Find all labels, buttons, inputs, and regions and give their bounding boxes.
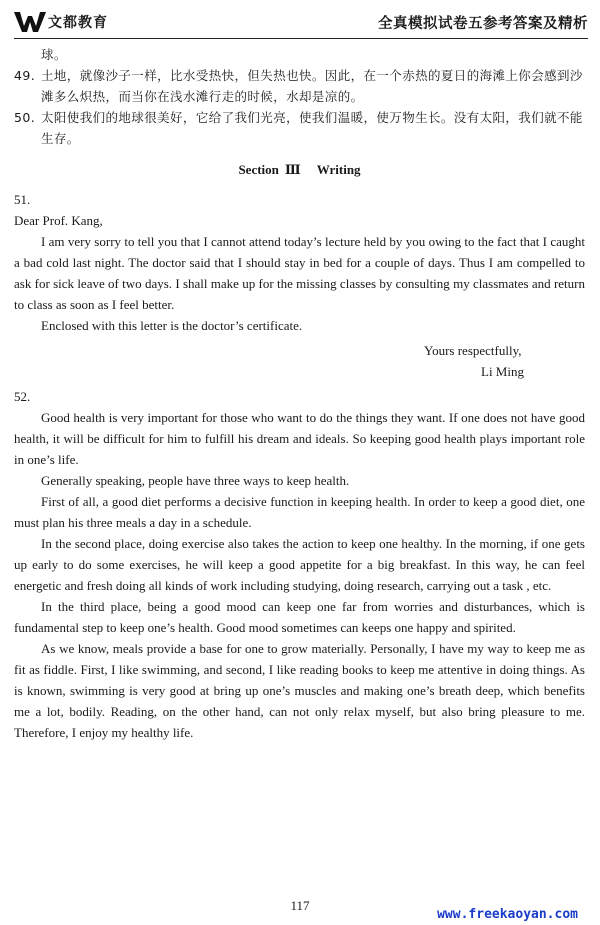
publisher-logo	[14, 9, 108, 35]
letter-body: I am very sorry to tell you that I cannot attend today’s lecture held by you owing to the fact that I caught a bad cold last night. The doctor said that I should stay in bed for a couple of days. Thus I am compelled to ask for sick leave of two days. I shall make up for the missing classes by consulting my classmates and return to class as soon as I feel better.	[14, 234, 585, 312]
question-52-number: 52.	[14, 389, 31, 404]
item-number: 49.	[14, 68, 36, 83]
letter-signature: Li Ming	[481, 364, 524, 379]
page-header	[14, 8, 588, 38]
page-number: 117	[290, 898, 310, 913]
essay-paragraph: In the second place, doing exercise also takes the action to keep one healthy. In the morning, if one gets up early to do some exercises, he will keep a good appetite for a big breakfast. In this way, he can feel energetic and fresh doing all kinds of work including studying, doing research, carrying out a task , etc.	[14, 536, 585, 593]
answer-item-49	[14, 65, 585, 107]
letter-salutation: Dear Prof. Kang,	[14, 213, 103, 228]
page-content	[14, 44, 585, 743]
item-text: 土地，就像沙子一样，比水受热快，但失热也快。因此，在一个赤热的夏日的海滩上你会感到沙滩多么炽热，而当你在浅水滩行走的时候，水却是凉的。	[41, 68, 583, 104]
header-title: 全真模拟试卷五参考答案及精析	[378, 16, 588, 32]
item-text: 太阳使我们的地球很美好，它给了我们光亮，使我们温暖，使万物生长。没有太阳，我们就不能生存。	[41, 110, 583, 146]
essay-paragraph: In the third place, being a good mood can keep one far from worries and disturbances, which is fundamental step to keep one’s health. Good mood sometimes can keeps one happy and spirited.	[14, 599, 585, 635]
essay-paragraph: First of all, a good diet performs a decisive function in keeping health. In order to keep a good diet, one must plan his three meals a day in a schedule.	[14, 494, 585, 530]
essay-paragraph: Generally speaking, people have three ways to keep health.	[41, 473, 350, 488]
essay-paragraph: As we know, meals provide a base for one to grow materially. Personally, I have my way to keep me as fit as fiddle. First, I like swimming, and second, I like reading books to keep me attentive in doing things. As is known, swimming is very good at bring up one’s muscles and making one’s breath deep, which benefits me a lot, bodily. Reading, on the other hand, can not only relax myself, but also bring pleasure to me. Therefore, I enjoy my healthy life.	[14, 641, 585, 740]
question-51-number: 51.	[14, 192, 31, 207]
item-number: 50.	[14, 110, 36, 125]
section-heading: Section Ⅲ Writing	[238, 162, 361, 177]
letter-enclosed: Enclosed with this letter is the doctor’s certificate.	[41, 318, 303, 333]
letter-closing: Yours respectfully,	[424, 343, 522, 358]
logo-w-icon	[14, 11, 46, 33]
header-divider	[14, 38, 588, 39]
continuation-line: 球。	[41, 47, 67, 62]
answer-item-50	[14, 107, 585, 149]
essay-paragraph: Good health is very important for those who want to do the things they want. If one does not have good health, it will be difficult for him to fulfill his dream and ideals. So keeping good health plays important role in one’s life.	[14, 410, 585, 467]
logo-text: 文都教育	[48, 15, 108, 31]
website-link[interactable]: www.freekaoyan.com	[437, 907, 578, 922]
